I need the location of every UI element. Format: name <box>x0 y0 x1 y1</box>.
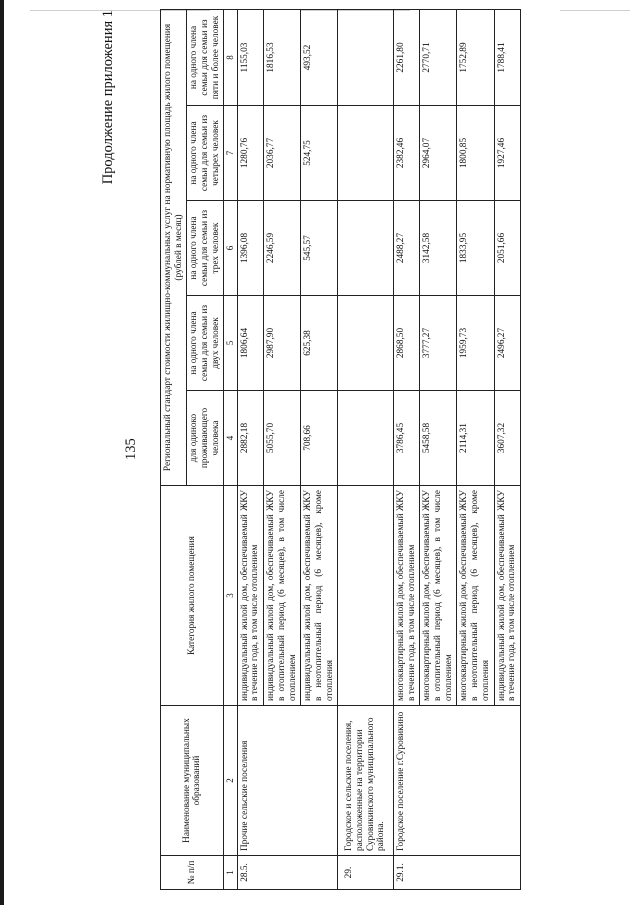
housing-category: индивидуальный жилой дом, обеспечиваемый ЖКУ в неотопительный период (6 месяцев), кроме отопления <box>301 486 338 706</box>
municipality-name: Прочие сельские поселения <box>237 706 338 856</box>
header-col-4: для одиноко проживающего человека <box>187 391 224 486</box>
municipality-name: Городское поселение г.Суровикино <box>394 706 521 856</box>
tariff-table <box>160 9 521 890</box>
value-cell: 1800,85 <box>457 106 494 201</box>
header-num: № п/п <box>161 856 224 890</box>
value-cell: 2382,46 <box>394 106 420 201</box>
municipality-name: Городское и сельские поселения, расположенные на территории Суровикинского муниципального района. <box>338 706 394 856</box>
header-col-5: на одного члена семьи для семьи из двух человек <box>187 296 224 391</box>
header-municipality: Наименование муниципальных образований <box>161 706 224 856</box>
housing-category: многоквартирный жилой дом, обеспечиваемый ЖКУ в отопительный период (6 месяцев), в том числе отоплением <box>420 486 457 706</box>
value-cell: 2246,59 <box>264 201 301 296</box>
housing-category: многоквартирный жилой дом, обеспечиваемый ЖКУ в течение года, в том числе отоплением <box>394 486 420 706</box>
row-number: 28.5. <box>237 856 338 890</box>
housing-category: индивидуальный жилой дом, обеспечиваемый ЖКУ в течение года, в том числе отоплением <box>494 486 520 706</box>
value-cell: 1280,76 <box>237 106 263 201</box>
value-cell: 1833,95 <box>457 201 494 296</box>
value-cell: 493,52 <box>301 9 338 105</box>
value-cell: 2036,77 <box>264 106 301 201</box>
header-standard: Региональный стандарт стоимости жилищно-коммунальных услуг на нормативную площадь жилого помещения (рублей в месяц) <box>161 9 187 485</box>
value-cell: 1752,89 <box>457 9 494 105</box>
value-cell: 2496,27 <box>494 296 520 391</box>
value-cell: 3142,58 <box>420 201 457 296</box>
header-col-8: на одного члена семьи для семьи из пяти и более человек <box>187 9 224 105</box>
value-cell <box>338 9 394 105</box>
value-cell: 3777,27 <box>420 296 457 391</box>
header-category: Категория жилого помещения <box>161 486 224 706</box>
value-cell: 1396,08 <box>237 201 263 296</box>
value-cell: 1155,03 <box>237 9 263 105</box>
value-cell: 3786,45 <box>394 391 420 486</box>
value-cell: 2770,71 <box>420 9 457 105</box>
value-cell: 3607,32 <box>494 391 520 486</box>
index-cell: 1 <box>224 856 237 890</box>
value-cell: 2114,31 <box>457 391 494 486</box>
housing-category: индивидуальный жилой дом, обеспечиваемый ЖКУ в течение года, в том числе отоплением <box>237 486 263 706</box>
value-cell: 1806,64 <box>237 296 263 391</box>
value-cell: 2261,80 <box>394 9 420 105</box>
header-col-7: на одного члена семьи для семьи из четырех человек <box>187 106 224 201</box>
value-cell <box>338 391 394 486</box>
index-cell: 8 <box>224 9 237 105</box>
index-cell: 6 <box>224 201 237 296</box>
value-cell: 524,75 <box>301 106 338 201</box>
value-cell: 708,66 <box>301 391 338 486</box>
document-page <box>100 10 640 890</box>
value-cell: 2964,07 <box>420 106 457 201</box>
continuation-title: Продолжение приложения 1 <box>100 10 116 185</box>
index-cell: 5 <box>224 296 237 391</box>
header-col-6: на одного члена семьи для семьи из трех человек <box>187 201 224 296</box>
value-cell: 1816,53 <box>264 9 301 105</box>
value-cell: 2882,18 <box>237 391 263 486</box>
value-cell: 545,57 <box>301 201 338 296</box>
value-cell: 2051,66 <box>494 201 520 296</box>
housing-category: многоквартирный жилой дом, обеспечиваемый ЖКУ в неотопительный период (6 месяцев), кроме отопления <box>457 486 494 706</box>
index-cell: 4 <box>224 391 237 486</box>
housing-category <box>338 486 394 706</box>
table-row <box>237 9 263 889</box>
column-index-row <box>224 9 237 889</box>
value-cell: 2488,27 <box>394 201 420 296</box>
page-number: 135 <box>123 438 139 460</box>
table-row-group-heading <box>338 9 394 889</box>
value-cell: 1927,46 <box>494 106 520 201</box>
index-cell: 3 <box>224 486 237 706</box>
value-cell: 1959,73 <box>457 296 494 391</box>
value-cell: 2868,50 <box>394 296 420 391</box>
value-cell: 2987,90 <box>264 296 301 391</box>
row-number: 29. <box>338 856 394 890</box>
header-row-1 <box>161 9 187 889</box>
index-cell: 2 <box>224 706 237 856</box>
table-row <box>394 9 420 889</box>
value-cell <box>338 201 394 296</box>
value-cell <box>338 296 394 391</box>
value-cell <box>338 106 394 201</box>
row-number: 29.1. <box>394 856 521 890</box>
housing-category: индивидуальный жилой дом, обеспечиваемый ЖКУ в отопительный период (6 месяцев), в том числе отоплением <box>264 486 301 706</box>
value-cell: 1788,41 <box>494 9 520 105</box>
value-cell: 5055,70 <box>264 391 301 486</box>
value-cell: 625,38 <box>301 296 338 391</box>
scan-edge <box>0 0 4 905</box>
index-cell: 7 <box>224 106 237 201</box>
value-cell: 5458,58 <box>420 391 457 486</box>
